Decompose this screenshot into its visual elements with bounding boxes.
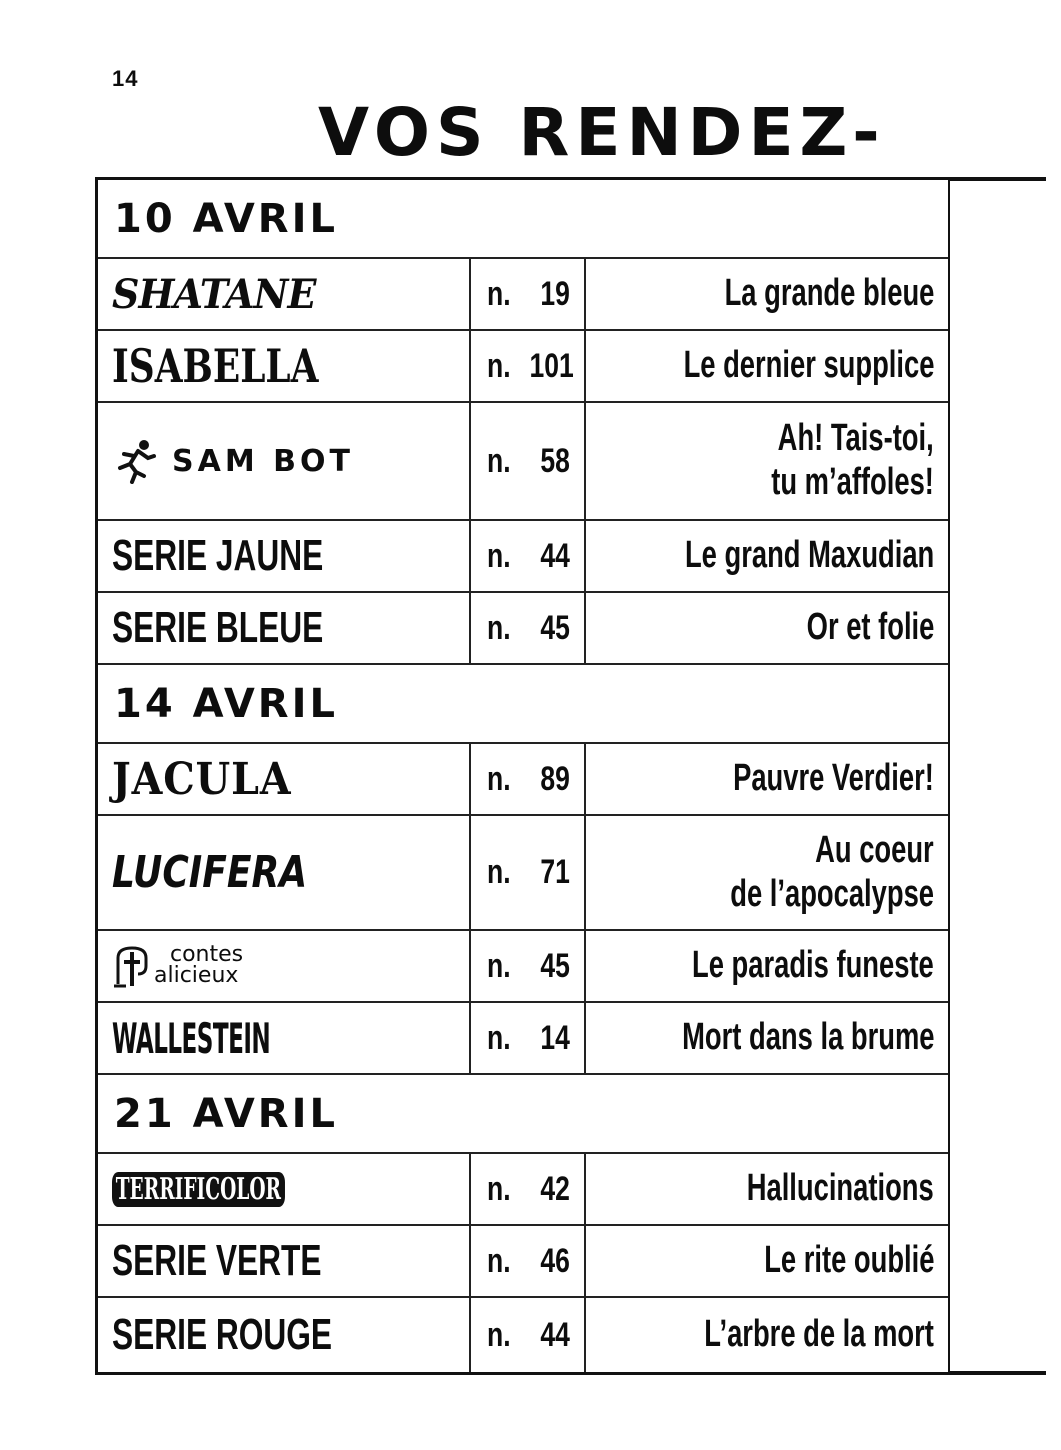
- serie-rouge-label: SERIE ROUGE: [112, 1309, 333, 1359]
- issue-title: L’arbre de la mort: [704, 1313, 934, 1356]
- title-cell: [586, 1298, 948, 1372]
- jacula-logo: JACULA: [112, 753, 292, 805]
- series-cell: [98, 744, 471, 814]
- issue-title-line: tu m’affoles!: [771, 461, 934, 503]
- table-row: [98, 1298, 948, 1372]
- issue-prefix: n.: [487, 1241, 511, 1280]
- table-row: [98, 1226, 948, 1298]
- serie-verte-label: SERIE VERTE: [112, 1235, 322, 1285]
- issue-cell: [471, 593, 586, 663]
- title-cell: [586, 259, 948, 329]
- title-cell: [586, 1154, 948, 1224]
- title-cell: [586, 816, 948, 929]
- table-row: [98, 593, 948, 665]
- issue-cell: [471, 259, 586, 329]
- title-cell: [586, 593, 948, 663]
- issue-cell: [471, 403, 586, 519]
- issue-prefix: n.: [487, 441, 511, 480]
- issue-prefix: n.: [487, 853, 511, 891]
- table-row: [98, 521, 948, 593]
- series-cell: [98, 1003, 471, 1073]
- issue-title: Or et folie: [806, 606, 934, 649]
- table-row: [98, 1003, 948, 1075]
- series-cell: [98, 521, 471, 591]
- issue-cell: [471, 1154, 586, 1224]
- issue-number: 71: [540, 853, 570, 891]
- series-cell: [98, 1298, 471, 1372]
- issue-title-line: de l’apocalypse: [730, 872, 934, 915]
- issue-title: Le dernier supplice: [683, 344, 934, 387]
- issue-cell: [471, 1226, 586, 1296]
- issue-cell: [471, 521, 586, 591]
- issue-prefix: n.: [487, 946, 511, 985]
- issue-number: 14: [540, 1018, 570, 1057]
- date-label: 21 AVRIL: [114, 1090, 338, 1137]
- date-label: 14 AVRIL: [114, 680, 338, 727]
- bottom-rule: [950, 1371, 1046, 1375]
- issue-prefix: n.: [487, 346, 511, 385]
- issue-number: 46: [540, 1241, 570, 1280]
- series-cell: [98, 1226, 471, 1296]
- issue-prefix: n.: [487, 1018, 511, 1057]
- table-row: [98, 259, 948, 331]
- top-rule: [950, 177, 1046, 181]
- serie-jaune-label: SERIE JAUNE: [112, 530, 324, 580]
- issue-cell: [471, 816, 586, 929]
- date-header: [98, 665, 948, 744]
- date-header: [98, 180, 948, 259]
- issue-number: 44: [540, 1315, 570, 1354]
- table-row: [98, 403, 948, 521]
- issue-prefix: n.: [487, 1169, 511, 1208]
- issue-number: 58: [540, 441, 570, 480]
- contes-word: contes: [170, 942, 244, 968]
- issue-title: La grande bleue: [724, 272, 934, 315]
- series-cell: [98, 816, 471, 929]
- series-cell: [98, 593, 471, 663]
- series-cell: [98, 331, 471, 401]
- issue-title-line: Ah! Tais-toi,: [777, 417, 934, 460]
- table-row: [98, 744, 948, 816]
- schedule-table: [95, 177, 950, 1375]
- issue-title: Mort dans la brume: [681, 1016, 934, 1059]
- date-header: [98, 1075, 948, 1154]
- issue-cell: [471, 331, 586, 401]
- page-number: 14: [112, 66, 139, 91]
- isabella-logo: ISABELLA: [112, 339, 319, 393]
- issue-prefix: n.: [487, 759, 511, 798]
- shatane-logo: SHATANE: [112, 270, 316, 318]
- issue-prefix: n.: [487, 608, 511, 647]
- issue-prefix: n.: [487, 536, 511, 575]
- title-cell: [586, 1226, 948, 1296]
- headline: VOS RENDEZ-: [318, 94, 886, 171]
- issue-cell: [471, 931, 586, 1001]
- table-row: [98, 931, 948, 1003]
- issue-title: Le paradis funeste: [692, 944, 934, 987]
- terrificolor-logo: TERRIFICOLOR: [112, 1172, 285, 1207]
- title-cell: [586, 403, 948, 519]
- issue-cell: [471, 1298, 586, 1372]
- malicieux-word: alicieux: [154, 963, 239, 988]
- wallestein-logo: WALLESTEIN: [112, 1013, 271, 1063]
- title-cell: [586, 331, 948, 401]
- issue-number: 19: [540, 274, 570, 313]
- issue-title: Hallucinations: [747, 1167, 934, 1210]
- issue-title: Le rite oublié: [763, 1239, 934, 1282]
- issue-prefix: n.: [487, 274, 511, 313]
- series-cell: [98, 1154, 471, 1224]
- issue-number: 45: [540, 946, 570, 985]
- title-cell: [586, 931, 948, 1001]
- issue-number: 44: [540, 536, 570, 575]
- series-cell: [98, 931, 471, 1001]
- issue-number: 45: [540, 608, 570, 647]
- contes-malicieux-logo: [112, 944, 243, 988]
- running-man-icon: [112, 438, 158, 484]
- cross-emblem-icon: [112, 944, 152, 988]
- table-row: [98, 816, 948, 931]
- issue-title: Le grand Maxudian: [684, 534, 934, 577]
- issue-number: 89: [540, 759, 570, 798]
- title-cell: [586, 744, 948, 814]
- title-cell: [586, 1003, 948, 1073]
- issue-cell: [471, 1003, 586, 1073]
- lucifera-logo: LUCIFERA: [112, 847, 308, 898]
- sam-bot-logo: SAM BOT: [172, 443, 354, 479]
- series-cell: [98, 403, 471, 519]
- title-cell: [586, 521, 948, 591]
- serie-bleue-label: SERIE BLEUE: [112, 602, 324, 652]
- issue-title: Pauvre Verdier!: [733, 757, 934, 800]
- issue-prefix: n.: [487, 1315, 511, 1354]
- table-row: [98, 1154, 948, 1226]
- issue-number: 101: [529, 346, 574, 385]
- date-label: 10 AVRIL: [114, 195, 338, 242]
- issue-title-line: Au coeur: [815, 828, 934, 871]
- issue-cell: [471, 744, 586, 814]
- series-cell: [98, 259, 471, 329]
- issue-number: 42: [540, 1169, 570, 1208]
- table-row: [98, 331, 948, 403]
